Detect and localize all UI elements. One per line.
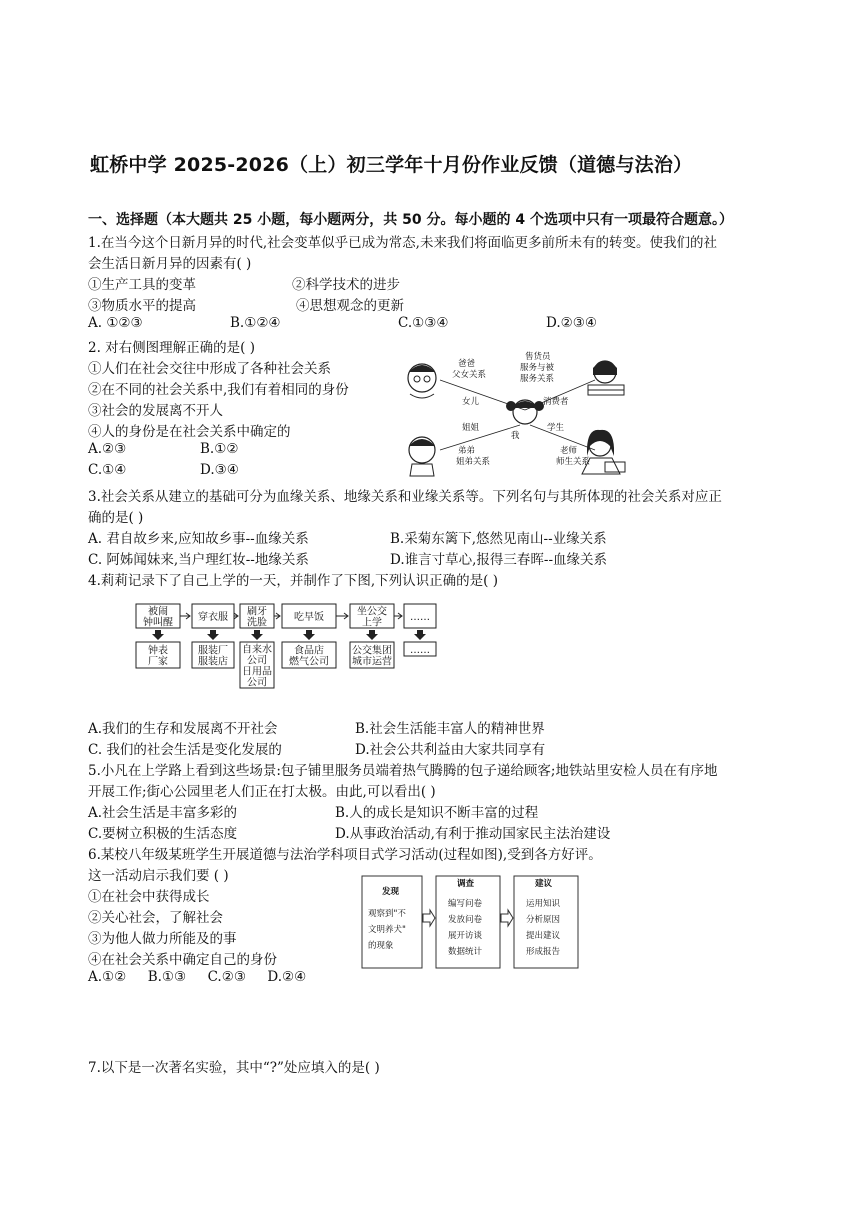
flow-step-1-text: 穿衣服 (198, 612, 228, 623)
q4-option-b: B.社会生活能丰富人的精神世界 (355, 721, 545, 737)
flow-arrow-right (234, 613, 238, 619)
q1-item4: ④思想观念的更新 (296, 298, 404, 314)
fig-b2-3: 数据统计 (448, 947, 483, 957)
project-learning-figure (360, 874, 585, 972)
q3-option-a: A. 君自故乡来,应知故乡事--血缘关系 (88, 531, 309, 547)
label-clerk: 售货员 (525, 352, 551, 362)
label-dad-rel: 父女关系 (452, 370, 487, 380)
q1-option-b: B.①②④ (230, 315, 281, 331)
flow-provider-0-text: 厂家 (148, 656, 168, 668)
q2-item4: ④人的身份是在社会关系中确定的 (88, 424, 291, 440)
clerk-figure-icon (588, 361, 624, 395)
q4-stem: 4.莉莉记录下了自己上学的一天，并制作了下图,下列认识正确的是( ) (88, 573, 498, 589)
flow-provider-3-text: 燃气公司 (289, 656, 329, 668)
q2-option-b: B.①② (200, 441, 239, 457)
q2-option-d: D.③④ (200, 462, 239, 478)
flow-step-0-text: 被闹 (148, 606, 168, 618)
label-brother: 弟弟 (458, 446, 476, 456)
q5-stem-line1: 5.小凡在上学路上看到这些场景:包子铺里服务员端着热气腾腾的包子递给顾客;地铁站里安检人员在有序地 (88, 763, 718, 779)
social-relations-figure (400, 350, 640, 478)
flow-step-2-text: 刷牙 (247, 606, 267, 618)
flow-step-3-text: 吃早饭 (294, 612, 324, 623)
fig-b3-1: 分析原因 (526, 915, 561, 925)
dad-figure-icon (408, 364, 436, 398)
flow-provider-3-text: 食品店 (294, 645, 324, 657)
flow-arrow-down (152, 630, 164, 640)
flow-provider-2-text: 公司 (247, 677, 267, 689)
q2-item3: ③社会的发展离不开人 (88, 403, 223, 419)
q1-item2: ②科学技术的进步 (292, 277, 400, 293)
page-title: 虹桥中学 2025-2026（上）初三学年十月份作业反馈（道德与法治） (90, 154, 693, 176)
q3-stem-line2: 确的是( ) (88, 510, 144, 526)
q1-stem-line1: 1.在当今这个日新月异的时代,社会变革似乎已成为常态,未来我们将面临更多前所未有的转变。使我们的社 (88, 235, 717, 251)
label-daughter: 女儿 (462, 397, 480, 407)
fig-b3-3: 形成报告 (526, 947, 561, 957)
teacher-figure-icon (582, 430, 625, 474)
flow-provider-0-text: 钟表 (148, 645, 168, 657)
flow-arrow-right (394, 613, 402, 619)
label-teacher: 老师 (560, 446, 578, 456)
flow-step-2-text: 洗脸 (247, 617, 267, 629)
flow-provider-4-text: 城市运营 (352, 656, 392, 668)
fig-h1: 发现 (382, 887, 400, 897)
section-header: 一、选择题（本大题共 25 小题，每小题两分，共 50 分。每小题的 4 个选项中只有一项最符合题意。） (88, 212, 733, 228)
daily-routine-flowchart (132, 600, 442, 690)
q2-stem: 2. 对右侧图理解正确的是( ) (88, 340, 255, 356)
q6-options: A.①② B.①③ C.②③ D.②④ (88, 969, 307, 985)
label-consumer: 消费者 (543, 397, 569, 407)
q2-option-c: C.①④ (88, 462, 127, 478)
fig-b1-0: 观察到"不 (368, 909, 406, 919)
brother-figure-icon (409, 437, 435, 476)
label-dad: 爸爸 (458, 359, 476, 369)
flow-arrow-down (303, 630, 315, 640)
flow-arrow-down (251, 630, 263, 640)
fig-h3: 建议 (535, 879, 553, 889)
q3-stem-line1: 3.社会关系从建立的基础可分为血缘关系、地缘关系和业缘关系等。下列名句与其所体现的社会关系对应正 (88, 489, 722, 505)
q1-option-d: D.②③④ (546, 315, 597, 331)
flow-arrow-down (207, 630, 219, 640)
fig-b2-1: 发放问卷 (448, 915, 483, 925)
q1-stem-line2: 会生活日新月异的因素有( ) (88, 256, 252, 272)
flow-arrow-right (180, 613, 190, 619)
flow-provider-1-text: 服装店 (198, 656, 228, 668)
q5-option-b: B.人的成长是知识不断丰富的过程 (335, 805, 539, 821)
flow-arrow-down (366, 630, 378, 640)
fig-b2-2: 展开访谈 (448, 931, 483, 941)
q5-stem-line2: 开展工作;街心公园里老人们正在打太极。由此,可以看出( ) (88, 784, 436, 800)
q1-option-c: C.①③④ (398, 315, 449, 331)
fig-b1-2: 的现象 (368, 941, 394, 951)
q6-item1: ①在社会中获得成长 (88, 889, 210, 905)
fig-b3-0: 运用知识 (526, 899, 561, 909)
flow-arrow-down (414, 630, 426, 640)
q6-item2: ②关心社会，了解社会 (88, 910, 223, 926)
q1-item3: ③物质水平的提高 (88, 298, 196, 314)
flow-provider-2-text: 自来水 (242, 644, 272, 656)
label-clerk-rel2: 服务关系 (520, 374, 555, 384)
q2-option-a: A.②③ (88, 441, 127, 457)
flow-step-5-text: …… (410, 612, 430, 623)
flow-provider-2-text: 公司 (247, 655, 267, 667)
q3-option-b: B.采菊东篱下,悠然见南山--业缘关系 (390, 531, 607, 547)
q6-item3: ③为他人做力所能及的事 (88, 931, 237, 947)
label-teacher-rel: 师生关系 (556, 457, 591, 467)
q7-stem: 7.以下是一次著名实验，其中“?”处应填入的是( ) (88, 1060, 380, 1076)
q5-option-d: D.从事政治活动,有利于推动国家民主法治建设 (335, 826, 611, 842)
q4-option-d: D.社会公共利益由大家共同享有 (355, 742, 546, 758)
fig-b3-2: 提出建议 (526, 931, 561, 941)
q5-option-c: C.要树立积极的生活态度 (88, 826, 238, 842)
q6-stem-line1: 6.某校八年级某班学生开展道德与法治学科项目式学习活动(过程如图),受到各方好评。 (88, 847, 602, 863)
q2-item2: ②在不同的社会关系中,我们有着相同的身份 (88, 382, 349, 398)
fig-b2-0: 编写问卷 (448, 899, 483, 909)
q6-item4: ④在社会关系中确定自己的身份 (88, 952, 277, 968)
q6-stem-line2: 这一活动启示我们要 ( ) (88, 868, 229, 884)
flow-step-0-text: 钟叫醒 (143, 617, 173, 629)
label-sister: 姐姐 (462, 423, 480, 433)
flow-arrow-right (336, 613, 348, 619)
label-student: 学生 (547, 423, 565, 433)
q4-option-a: A.我们的生存和发展离不开社会 (88, 721, 278, 737)
label-me: 我 (511, 431, 520, 441)
flow-step-4-text: 上学 (362, 617, 382, 629)
flow-provider-5-text: …… (410, 645, 430, 656)
girl-figure-icon (506, 400, 544, 424)
flow-provider-2-text: 日用品 (242, 666, 272, 678)
flow-provider-4-text: 公交集团 (352, 645, 392, 657)
flow-arrow-right (274, 613, 280, 619)
fig-h2: 调查 (457, 879, 475, 889)
q3-option-c: C. 阿姊闻妹来,当户理红妆--地缘关系 (88, 552, 309, 568)
flow-provider-1-text: 服装厂 (198, 645, 228, 657)
q3-option-d: D.谁言寸草心,报得三春晖--血缘关系 (390, 552, 608, 568)
label-brother-rel: 姐弟关系 (456, 457, 491, 467)
q2-item1: ①人们在社会交往中形成了各种社会关系 (88, 361, 331, 377)
q4-option-c: C. 我们的社会生活是变化发展的 (88, 742, 282, 758)
q1-item1: ①生产工具的变革 (88, 277, 196, 293)
q1-option-a: A. ①②③ (88, 315, 143, 331)
label-clerk-rel1: 服务与被 (520, 363, 555, 373)
flow-step-4-text: 坐公交 (357, 606, 387, 618)
fig-b1-1: 文明养犬" (368, 925, 406, 935)
q5-option-a: A.社会生活是丰富多彩的 (88, 805, 238, 821)
